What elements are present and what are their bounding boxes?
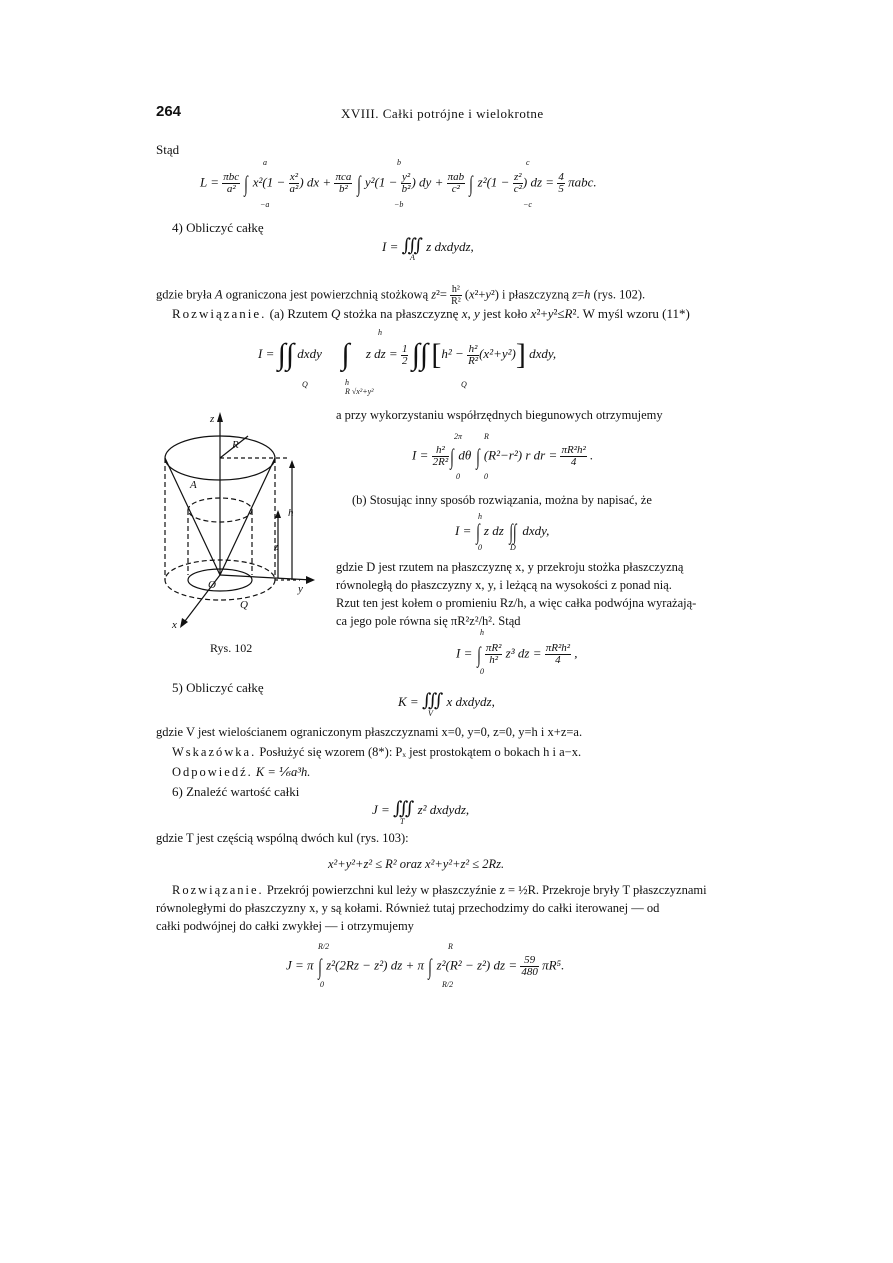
equation-I-b: I = ∫ z dz ∫∫ dxdy, bbox=[455, 519, 550, 544]
problem-6-solution-3: całki podwójnej do całki zwykłej — i otrzymujemy bbox=[156, 919, 414, 933]
fig-label-Q: Q bbox=[240, 599, 248, 611]
problem-4-where: gdzie bryła A ograniczona jest powierzchnią stożkową z²= $\frac{\text{h²}}{\text{R²}}$ (x²+y²) i płaszczyzną z=h (rys. 102). bbox=[156, 284, 646, 307]
solution-b-text: (b) Stosując inny sposób rozwiązania, można by napisać, że bbox=[352, 493, 652, 507]
fig-label-h: h bbox=[288, 507, 294, 519]
d-text-4: ca jego pole równa się πR²z²/h². Stąd bbox=[336, 614, 521, 628]
d-text-3: Rzut ten jest kołem o promieniu Rz/h, a więc całka podwójna wyrażają- bbox=[336, 596, 697, 610]
problem-5-integral: K = ∭ x dxdydz, bbox=[398, 690, 495, 710]
fig-label-R: R bbox=[232, 439, 239, 451]
fig-label-A: A bbox=[190, 479, 197, 491]
problem-5-where: gdzie V jest wielościanem ograniczonym płaszczyznami x=0, y=0, z=0, y=h i x+z=a. bbox=[156, 725, 583, 739]
equation-I-final: I = ∫ $\frac{\text{πR²}}{\text{h²}}$ z³ dz = $\frac{\text{πR²h²}}{4}$ , bbox=[456, 641, 578, 667]
running-title: XVIII. Całki potrójne i wielokrotne bbox=[341, 106, 544, 121]
fig-label-z: z bbox=[210, 413, 215, 425]
fig-label-x: x bbox=[172, 619, 177, 631]
problem-4-integral: I = ∭ z dxdydz, bbox=[382, 235, 474, 255]
problem-4-solution-a: Rozwiązanie. (a) Rzutem Q stożka na płaszczyznę x, y jest koło x²+y²≤R². W myśl wzoru (11*) bbox=[172, 306, 690, 321]
figure-caption: Rys. 102 bbox=[210, 641, 253, 655]
equation-I-polar: I = $\frac{\text{h²}}{\text{2R²}}$ ∫ dθ ∫ (R²−r²) r dr = $\frac{\text{πR²h²}}{4}$ . bbox=[412, 443, 594, 469]
d-text-1: gdzie D jest rzutem na płaszczyznę x, y przekroju stożka płaszczyzną bbox=[336, 560, 684, 574]
problem-6-integral: J = ∭ z² dxdydz, bbox=[372, 798, 470, 818]
problem-6-solution-1: Rozwiązanie. Przekrój powierzchni kul leży w płaszczyźnie z = ½R. Przekroje bryły T płaszczyznami bbox=[172, 883, 707, 897]
figure-cone bbox=[160, 410, 320, 640]
equation-I-a: I = ∫∫ dxdy ∫ z dz = $\frac{1}{2}$ ∫∫ [h² − $\frac{\text{h²}}{\text{R²}}$ (x²+y²)] dxdy, bbox=[258, 338, 557, 371]
fig-label-y: y bbox=[298, 583, 303, 595]
problem-4-heading: 4) Obliczyć całkę bbox=[172, 220, 264, 235]
fig-label-zz: z bbox=[274, 541, 279, 553]
problem-5-hint: Wskazówka. Posłużyć się wzorem (8*): Pₓ jest prostokątem o bokach h i a−x. bbox=[172, 745, 582, 759]
stad-label: Stąd bbox=[156, 142, 180, 157]
equation-J: J = π ∫ z²(2Rz − z²) dz + π ∫ z²(R² − z²) dz = $\frac{59}{480}$ πR⁵. bbox=[286, 953, 565, 979]
polar-text: a przy wykorzystaniu współrzędnych biegunowych otrzymujemy bbox=[336, 408, 663, 422]
problem-5-answer: Odpowiedź. K = ⅙a³h. bbox=[172, 765, 311, 779]
problem-6-heading: 6) Znaleźć wartość całki bbox=[172, 784, 300, 799]
fig-label-O: O bbox=[208, 579, 216, 591]
problem-6-balls: x²+y²+z² ≤ R² oraz x²+y²+z² ≤ 2Rz. bbox=[328, 857, 505, 871]
problem-5-heading: 5) Obliczyć całkę bbox=[172, 680, 264, 695]
problem-6-solution-2: równoległymi do płaszczyzny x, y są kołami. Również tutaj przechodzimy do całki iterowanej — od bbox=[156, 901, 660, 915]
equation-L: L = $\frac{\text{πbc}}{\text{a²}}$ ∫ x²(1 − $\frac{\text{x²}}{\text{a²}}$ ) dx + $\frac{\text{πca}}{\text{b²}}$ ∫ y²(1 − $\frac{\text{y²}}{\text{b²}}$ ) dy + $\frac{\text{πab}}{\text{c²}}$ ∫ z²(1 − $\frac{\text{z²}}{\text{c²}}$ ) dz = $\frac{4}{5}$ πabc. bbox=[200, 170, 597, 196]
problem-6-where: gdzie T jest częścią wspólną dwóch kul (rys. 103): bbox=[156, 831, 409, 845]
page-number: 264 bbox=[156, 103, 182, 120]
d-text-2: równoległą do płaszczyzny x, y, i leżącą na wysokości z ponad nią. bbox=[336, 578, 672, 592]
